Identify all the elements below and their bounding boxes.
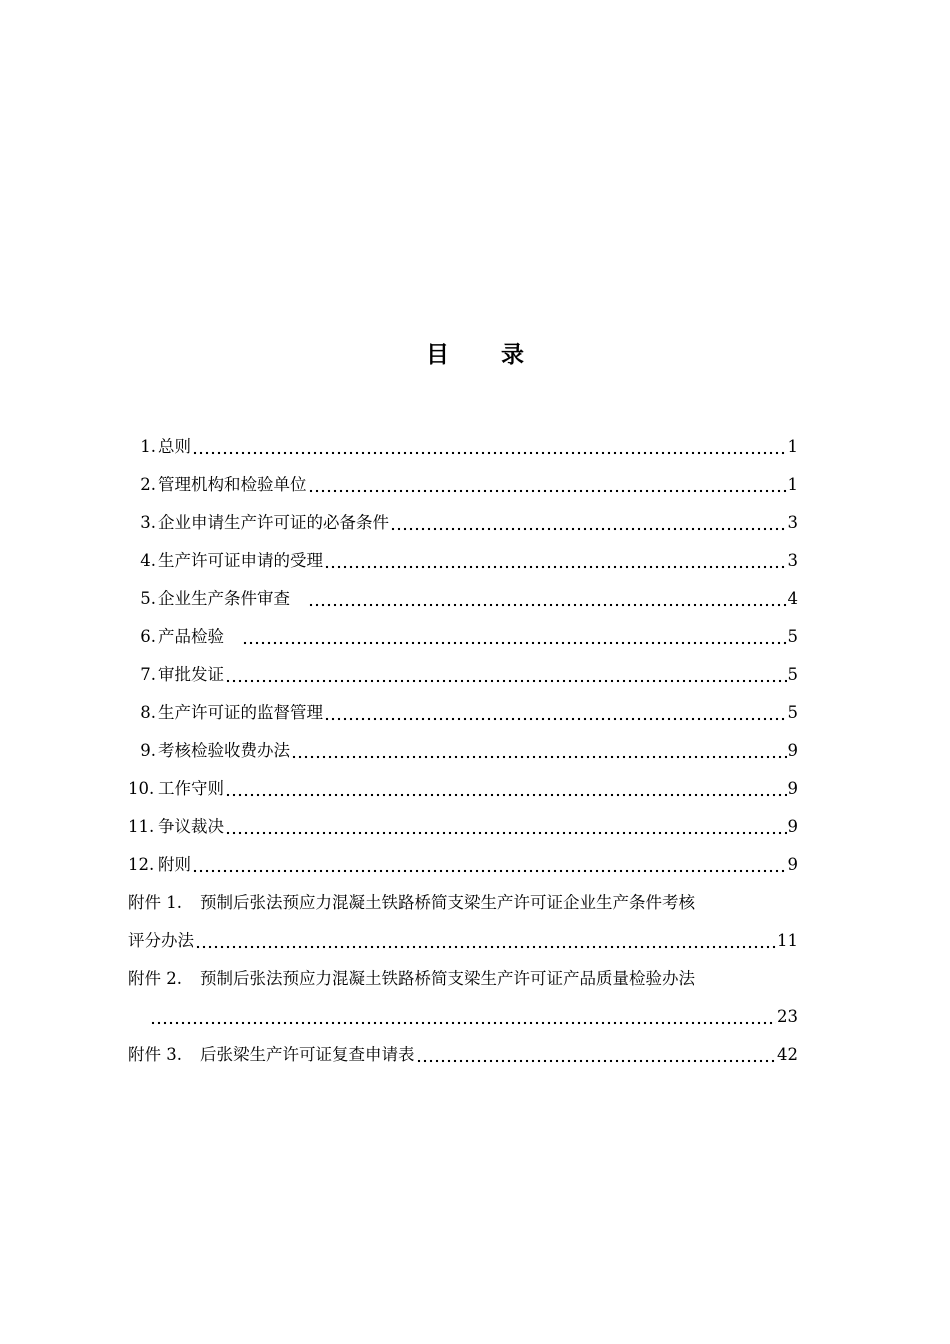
dot-leader [308,580,787,618]
toc-appendix-2[interactable] [128,960,798,998]
toc-entry-label: 附则 [158,855,191,874]
toc-entry-number: 5. [140,589,156,608]
toc-entry-number: 3. [140,513,156,532]
toc-entry-8[interactable] [128,694,798,732]
toc-appendix-1[interactable] [128,884,798,922]
toc-entry-3[interactable] [128,504,798,542]
toc-entry-5[interactable] [128,580,798,618]
toc-entry-page: 1 [787,475,798,494]
toc-entry-number: 12. [128,855,155,874]
toc-entry-label: 产品检验 [158,627,241,646]
dot-leader [192,428,787,466]
toc-entry-page: 1 [787,437,798,456]
dot-leader [324,542,787,580]
toc-appendix-number: 附件 1. [128,893,182,912]
toc-entry-page: 9 [787,741,798,760]
title-char-2: 录 [501,342,524,368]
toc-entry-12[interactable] [128,846,798,884]
title-char-1: 目 [426,342,449,368]
toc-entry-9[interactable] [128,732,798,770]
toc-appendix-page: 23 [777,1007,798,1026]
toc-appendix-page: 42 [777,1045,798,1064]
toc-entry-number: 11. [128,817,155,836]
toc-entry-label: 生产许可证申请的受理 [158,551,323,570]
toc-entry-label: 审批发证 [158,665,224,684]
toc-appendix-title-continued: 评分办法 [128,931,194,950]
toc-appendix-title: 预制后张法预应力混凝土铁路桥简支梁生产许可证企业生产条件考核 [200,893,695,912]
dot-leader [242,618,787,656]
dot-leader [195,922,776,960]
toc-entry-page: 5 [787,665,798,684]
toc-entry-label: 工作守则 [158,779,224,798]
toc-entry-label: 总则 [158,437,191,456]
toc-entry-page: 9 [787,855,798,874]
dot-leader [416,1036,777,1074]
dot-leader [225,656,787,694]
toc-entry-4[interactable] [128,542,798,580]
toc-appendix-number: 附件 3. [128,1045,182,1064]
dot-leader [324,694,787,732]
table-of-contents [128,428,798,1074]
toc-entry-page: 9 [787,817,798,836]
toc-appendix-title: 预制后张法预应力混凝土铁路桥简支梁生产许可证产品质量检验办法 [200,969,695,988]
toc-entry-page: 3 [787,513,798,532]
toc-appendix-2-continued[interactable] [128,998,798,1036]
toc-entry-number: 9. [140,741,156,760]
dot-leader [390,504,787,542]
toc-entry-10[interactable] [128,770,798,808]
toc-entry-number: 1. [140,437,156,456]
toc-appendix-number: 附件 2. [128,969,182,988]
toc-entry-label: 生产许可证的监督管理 [158,703,323,722]
toc-entry-number: 6. [140,627,156,646]
toc-entry-page: 5 [787,703,798,722]
toc-appendix-page: 11 [777,931,798,950]
toc-entry-number: 4. [140,551,156,570]
toc-entry-number: 8. [140,703,156,722]
dot-leader [192,846,787,884]
dot-leader [150,998,776,1036]
dot-leader [225,770,787,808]
toc-entry-number: 10. [128,779,155,798]
toc-entry-2[interactable] [128,466,798,504]
dot-leader [291,732,787,770]
toc-entry-page: 5 [787,627,798,646]
toc-entry-page: 4 [787,589,798,608]
toc-appendix-title: 后张梁生产许可证复查申请表 [200,1045,415,1064]
toc-entry-7[interactable] [128,656,798,694]
toc-entry-label: 企业申请生产许可证的必备条件 [158,513,389,532]
toc-entry-label: 企业生产条件审查 [158,589,307,608]
dot-leader [225,808,787,846]
toc-entry-6[interactable] [128,618,798,656]
toc-entry-page: 9 [787,779,798,798]
dot-leader [308,466,787,504]
toc-entry-number: 7. [140,665,156,684]
page-title [0,338,950,372]
toc-entry-label: 考核检验收费办法 [158,741,290,760]
toc-entry-page: 3 [787,551,798,570]
toc-entry-1[interactable] [128,428,798,466]
toc-entry-11[interactable] [128,808,798,846]
toc-entry-label: 争议裁决 [158,817,224,836]
toc-appendix-3[interactable] [128,1036,798,1074]
toc-appendix-1-continued[interactable] [128,922,798,960]
toc-entry-number: 2. [140,475,156,494]
toc-entry-label: 管理机构和检验单位 [158,475,307,494]
